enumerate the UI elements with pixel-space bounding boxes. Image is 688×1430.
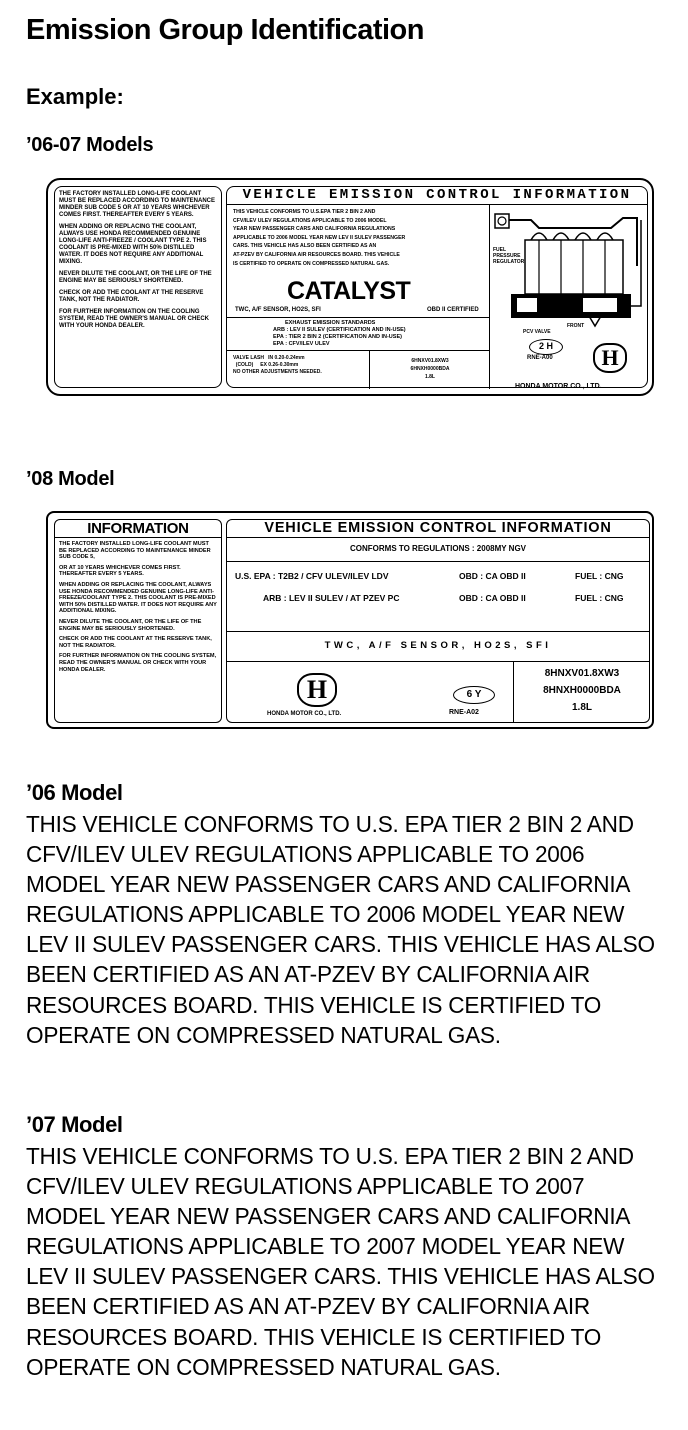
valve-note: NO OTHER ADJUSTMENTS NEEDED. [233,369,322,375]
engine-code: 1.8L [424,374,435,380]
coolant-note: WHEN ADDING OR REPLACING THE COOLANT, ALWAYS USE HONDA RECOMMENDED GENUINE LONG-LIFE ANTI-FREEZE/COOLANT TYPE 2. THIS COOLANT IS PRE-MIXED WITH 50% DISTILLED WATER. IT DOES NOT REQUIRE ANY ADDITIONAL MIXING. [59,581,217,615]
page-title: Emission Group Identification [26,14,424,46]
coolant-note: FOR FURTHER INFORMATION ON THE COOLING SYSTEM, READ THE OWNER'S MANUAL OR CHECK WITH YOUR HONDA DEALER. [59,653,217,673]
exhaust-line: EPA : TIER 2 BIN 2 (CERTIFICATION AND IN-USE) [273,334,402,340]
twc-text: TWC, A/F SENSOR, HO2S, SFI [235,307,321,313]
standards-row-epa [227,571,649,583]
divider [513,661,514,722]
obd-text: OBD II CERTIFIED [427,307,479,313]
engine-code: 6HNXH0000BDA [410,366,450,372]
pcv-valve-label: PCV VALVE [523,329,551,335]
model-06-heading: ’06 Model [26,780,123,805]
engine-code: 8HNXH0000BDA [543,685,621,696]
coolant-note: NEVER DILUTE THE COOLANT, OR THE LIFE OF THE ENGINE MAY BE SERIOUSLY SHORTENED. [59,618,202,632]
model-07-heading: ’07 Model [26,1112,123,1137]
model-06-text: THIS VEHICLE CONFORMS TO U.S. EPA TIER 2 BIN 2 AND CFV/ILEV ULEV REGULATIONS APPLICABLE TO 2006 MODEL YEAR NEW PASSENGER CARS AND CALIFORNIA REGULATIONS APPLICABLE TO 2006 MODEL YEAR NEW LEV II SULEV PASSENGER CARS. THIS VEHICLE HAS ALSO BEEN CERTIFIED AS AN AT-PZEV BY CALIFORNIA AIR RESOURCES BOARD. THIS VEHICLE IS CERTIFIED TO OPERATE ON COMPRESSED NATURAL GAS. [26,811,655,1048]
coolant-info-panel [54,519,222,723]
maker-name: HONDA MOTOR CO., LTD. [267,711,342,717]
conformity-text [233,208,487,268]
info-header: INFORMATION [55,520,221,538]
catalyst-text: CATALYST [287,277,411,305]
conformity-line: YEAR NEW PASSENGER CARS AND CALIFORNIA REGULATIONS [233,226,396,233]
exhaust-standards [227,317,489,351]
standards-row-arb [227,593,649,605]
coolant-note: FOR FURTHER INFORMATION ON THE COOLING SYSTEM, READ THE OWNER'S MANUAL OR CHECK WITH YOUR HONDA DEALER. [59,309,209,329]
rne-code: RNE-A02 [449,709,479,716]
fuel-regulator-label: FUEL PRESSURE REGULATOR [493,247,525,265]
coolant-note: OR AT 10 YEARS WHICHEVER COMES FIRST. THEREAFTER EVERY 5 YEARS. [59,564,181,578]
emission-label-08 [46,511,654,729]
emission-control-panel [226,519,650,723]
valve-row-intake [233,355,365,362]
engine-codes [517,665,647,716]
emission-group-badge: 2 H [529,339,563,355]
engine-code: 8HNXV01.8XW3 [544,668,620,679]
conformity-line: CARS. THIS VEHICLE HAS ALSO BEEN CERTIFIED AS AN [233,243,377,250]
label-08-heading: ’08 Model [26,468,115,490]
obd-text: OBD : CA OBD II [459,571,526,581]
honda-logo-icon: H [297,673,337,707]
conformity-line: IS CERTIFIED TO OPERATE ON COMPRESSED NATURAL GAS. [233,260,390,267]
obd-text: OBD : CA OBD II [459,593,526,603]
valve-lash-info [233,355,365,376]
label-header: VEHICLE EMISSION CONTROL INFORMATION [227,520,649,538]
emission-control-panel [226,186,648,388]
valve-cold: (COLD) [235,362,254,368]
coolant-note: WHEN ADDING OR REPLACING THE COOLANT, ALWAYS USE HONDA RECOMMENDED GENUINE LONG-LIFE ANTI-FREEZE / COOLANT TYPE 2. THIS COOLANT IS PRE-MIXED WITH 50% DISTILLED WATER. IT DOES NOT REQUIRE ANY ADDITIONAL MIXING. [59,224,207,265]
engine-diagram-icon [491,206,647,338]
coolant-notes [55,538,221,680]
front-label: FRONT [567,323,585,329]
fuel-text: FUEL : CNG [575,593,624,603]
valve-row-exhaust [233,362,365,369]
example-heading: Example: [26,84,124,109]
standard-text: U.S. EPA : T2B2 / CFV ULEV/ILEV LDV [235,571,389,581]
exhaust-title: EXHAUST EMISSION STANDARDS [285,320,376,326]
standards-rows [227,561,649,632]
valve-exhaust: EX 0.26-0.30mm [260,362,299,368]
coolant-note: THE FACTORY INSTALLED LONG-LIFE COOLANT MUST BE REPLACED ACCORDING TO MAINTENANCE MINDER SUB CODE 5 OR AT 10 YEARS WHICHEVER COMES FIRST. THEREAFTER EVERY 5 YEARS. [59,191,216,218]
maker-name: HONDA MOTOR CO., LTD. [515,383,602,390]
valve-intake: IN 0.20-0.24mm [268,355,305,361]
emission-label-06-07 [46,178,654,396]
conformity-line: AT-PZEV BY CALIFORNIA AIR RESOURCES BOARD. THIS VEHICLE [233,251,400,258]
conformity-line: APPLICABLE TO 2006 MODEL YEAR NEW LEV II SULEV PASSENGER [233,234,406,241]
valve-label: VALVE LASH [233,355,264,361]
divider [489,204,490,389]
standard-text: ARB : LEV II SULEV / AT PZEV PC [263,593,400,603]
coolant-note: THE FACTORY INSTALLED LONG-LIFE COOLANT MUST BE REPLACED ACCORDING TO MAINTENANCE MINDER SUB CODE 5, [59,541,211,561]
coolant-note: CHECK OR ADD THE COOLANT AT THE RESERVE TANK, NOT THE RADIATOR. [59,290,204,303]
fuel-text: FUEL : CNG [575,571,624,581]
conformity-line: CFV/ILEV ULEV REGULATIONS APPLICABLE TO 2006 MODEL [233,217,387,224]
coolant-note: CHECK OR ADD THE COOLANT AT THE RESERVE TANK, NOT THE RADIATOR. [59,636,212,649]
engine-code: 1.8L [571,702,592,713]
exhaust-line: EPA : CFV/ILEV ULEV [273,341,330,347]
conformity-text: CONFORMS TO REGULATIONS : 2008MY NGV [227,537,649,562]
engine-codes [375,357,485,381]
coolant-note: NEVER DILUTE THE COOLANT, OR THE LIFE OF THE ENGINE MAY BE SERIOUSLY SHORTENED. [59,271,212,284]
engine-code: 6HNXV01.8XW3 [411,358,449,364]
conformity-line: THIS VEHICLE CONFORMS TO U.S.EPA TIER 2 BIN 2 AND [233,209,376,215]
rne-code: RNE-A00 [527,355,553,361]
label-06-07-heading: ’06-07 Models [26,134,154,156]
divider [369,351,370,389]
honda-logo-icon: H [593,343,627,373]
twc-text: TWC, A/F SENSOR, HO2S, SFI [227,631,649,662]
label-header: VEHICLE EMISSION CONTROL INFORMATION [227,187,647,205]
exhaust-line: ARB : LEV II SULEV (CERTIFICATION AND IN-USE) [273,327,406,333]
emission-group-badge: 6 Y [453,686,495,704]
coolant-info-panel [54,186,222,388]
model-07-text: THIS VEHICLE CONFORMS TO U.S. EPA TIER 2 BIN 2 AND CFV/ILEV ULEV REGULATIONS APPLICABLE TO 2007 MODEL YEAR NEW PASSENGER CARS AND CALIFORNIA REGULATIONS APPLICABLE TO 2007 MODEL YEAR NEW LEV II SULEV PASSENGER CARS. THIS VEHICLE HAS ALSO BEEN CERTIFIED AS AN AT-PZEV BY CALIFORNIA AIR RESOURCES BOARD. THIS VEHICLE IS CERTIFIED TO OPERATE ON COMPRESSED NATURAL GAS. [26,1143,655,1380]
